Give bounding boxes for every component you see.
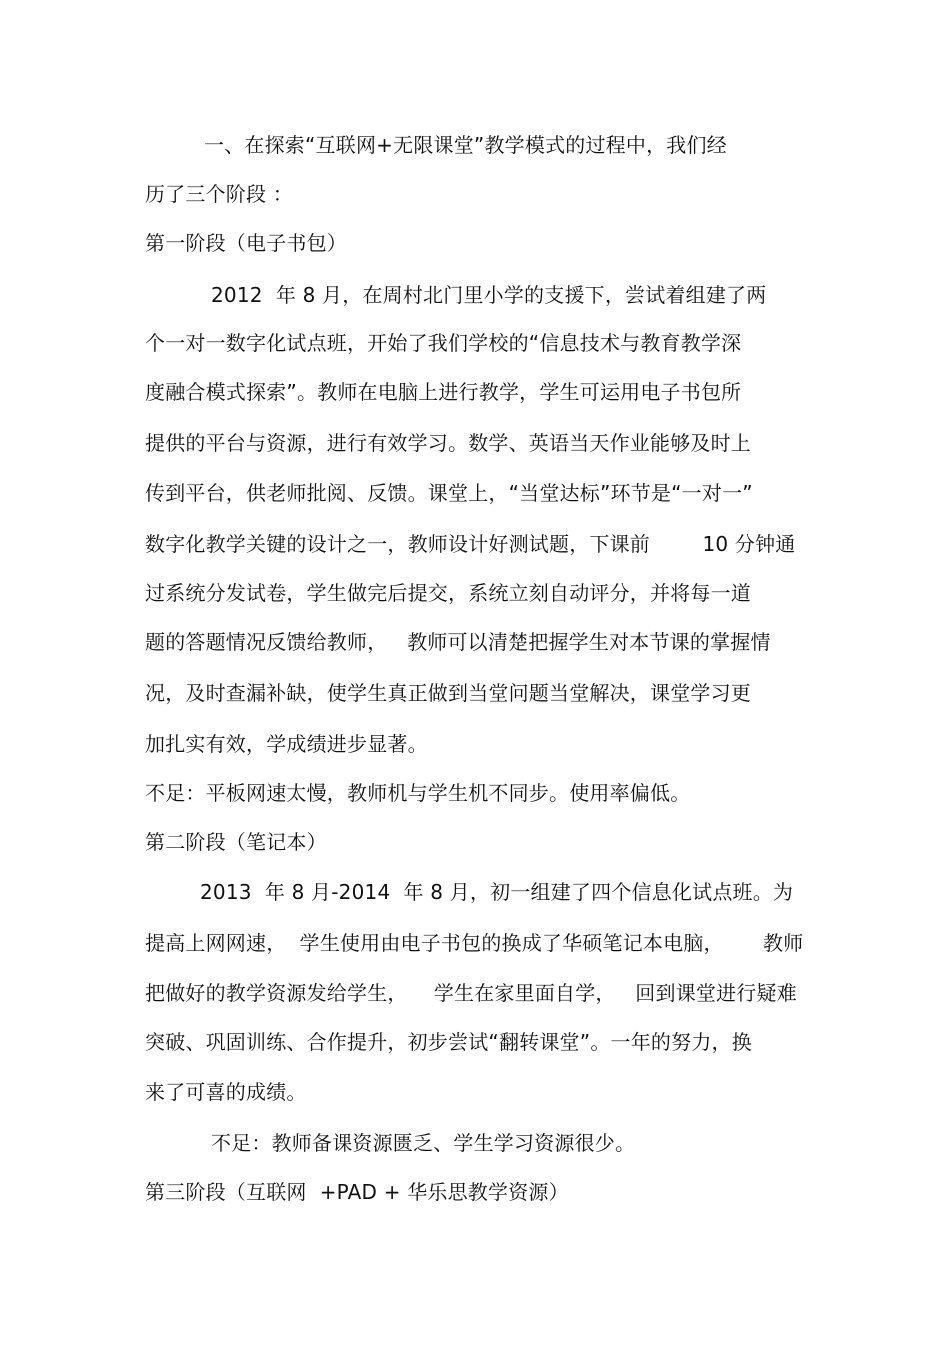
stage-2-para-line-1: 2013 年 8 月-2014 年 8 月，初一组建了四个信息化试点班。为 bbox=[200, 880, 794, 904]
stage-1-para-line-10: 加扎实有效，学成绩进步显著。 bbox=[145, 732, 428, 756]
stage-1-para-line-9: 况，及时查漏补缺，使学生真正做到当堂问题当堂解决，课堂学习更 bbox=[145, 681, 751, 705]
stage-1-para-line-4: 提供的平台与资源，进行有效学习。数学、英语当天作业能够及时上 bbox=[145, 431, 751, 455]
stage-2-para-line-2: 提高上网网速， 学生使用由电子书包的换成了华硕笔记本电脑， 教师 bbox=[145, 931, 804, 955]
intro-line-2: 历了三个阶段 ： bbox=[145, 182, 293, 206]
stage-1-heading: 第一阶段（电子书包） bbox=[145, 231, 347, 255]
stage-2-para-line-5: 来了可喜的成绩。 bbox=[145, 1080, 307, 1104]
stage-2-para-line-4: 突破、巩固训练、合作提升，初步尝试“翻转课堂”。一年的努力，换 bbox=[145, 1030, 752, 1054]
stage-1-para-line-7: 过系统分发试卷，学生做完后提交，系统立刻自动评分，并将每一道 bbox=[145, 581, 751, 605]
stage-1-para-line-8: 题的答题情况反馈给教师， 教师可以清楚把握学生对本节课的掌握情 bbox=[145, 630, 771, 654]
intro-line-1: 一、在探索“互联网+无限课堂”教学模式的过程中，我们经 bbox=[204, 133, 727, 157]
stage-1-para-line-6: 数字化教学关键的设计之一，教师设计好测试题，下课前 10 分钟通 bbox=[145, 532, 796, 556]
stage-2-shortcoming: 不足：教师备课资源匮乏、学生学习资源很少。 bbox=[211, 1131, 636, 1155]
stage-2-para-line-3: 把做好的教学资源发给学生， 学生在家里面自学， 回到课堂进行疑难 bbox=[145, 981, 797, 1005]
stage-3-heading: 第三阶段（互联网 +PAD + 华乐思教学资源） bbox=[145, 1180, 569, 1204]
stage-1-shortcoming: 不足：平板网速太慢，教师机与学生机不同步。使用率偏低。 bbox=[145, 781, 691, 805]
stage-1-para-line-1: 2012 年 8 月，在周村北门里小学的支援下，尝试着组建了两 bbox=[211, 283, 767, 307]
stage-1-para-line-5: 传到平台，供老师批阅、反馈。课堂上，“当堂达标”环节是“一对一” bbox=[145, 481, 753, 505]
stage-2-heading: 第二阶段（笔记本） bbox=[145, 830, 327, 854]
stage-1-para-line-3: 度融合模式探索”。教师在电脑上进行教学，学生可运用电子书包所 bbox=[145, 380, 742, 404]
stage-1-para-line-2: 个一对一数字化试点班，开始了我们学校的“信息技术与教育教学深 bbox=[145, 331, 742, 355]
